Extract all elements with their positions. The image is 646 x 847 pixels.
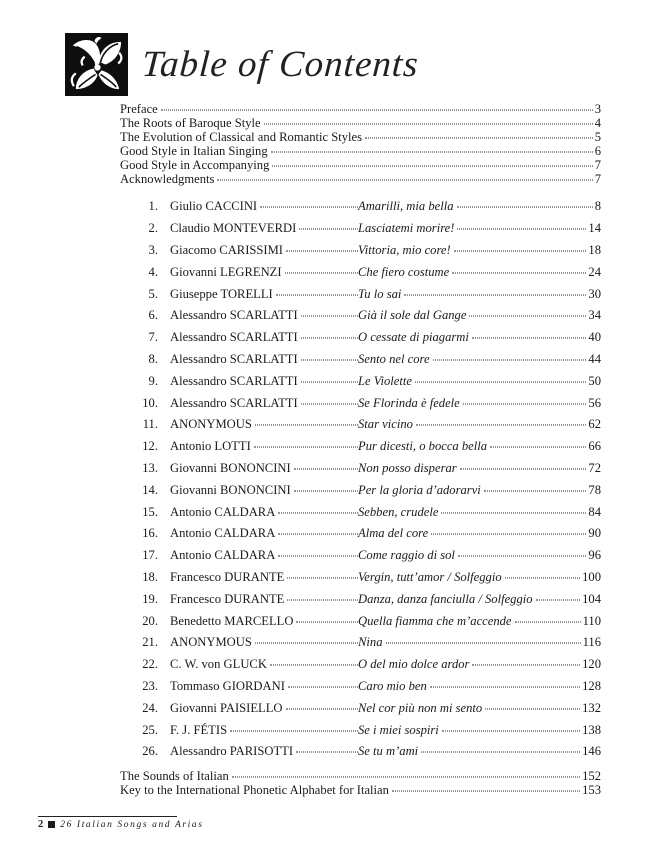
- page-footer: [38, 816, 204, 830]
- song-title: Che fiero costume: [358, 264, 450, 279]
- dot-leader: [490, 447, 586, 448]
- toc-content: [120, 103, 601, 798]
- composer-name: C. W. von GLUCK: [170, 657, 267, 672]
- entry-page-number: 14: [588, 221, 601, 236]
- dot-leader: [485, 708, 580, 709]
- entry-label: The Sounds of Italian: [120, 769, 229, 784]
- dot-leader: [270, 665, 358, 666]
- song-entry: [120, 635, 601, 657]
- composer-cell: [170, 308, 358, 323]
- composer-name: Francesco DURANTE: [170, 569, 285, 584]
- dot-leader: [296, 621, 358, 622]
- song-entry: [120, 570, 601, 592]
- front-matter-entry: [120, 145, 601, 159]
- composer-cell: [170, 221, 358, 236]
- entry-number: 23.: [142, 678, 158, 693]
- floral-ornament-icon: [65, 33, 128, 96]
- dot-leader: [299, 229, 358, 230]
- dot-leader: [287, 599, 358, 600]
- entry-page-number: 128: [582, 678, 601, 693]
- composer-name: F. J. FÉTIS: [170, 722, 228, 737]
- song-entry: [120, 483, 601, 505]
- song-title: Lasciatemi morire!: [358, 221, 455, 236]
- entry-page-number: 104: [582, 591, 601, 606]
- dot-leader: [294, 469, 358, 470]
- page-header: [65, 33, 419, 96]
- dot-leader: [278, 534, 358, 535]
- entry-page-number: 8: [594, 199, 601, 214]
- title-cell: [358, 570, 601, 585]
- entry-page-number: 30: [588, 286, 601, 301]
- composer-cell: [170, 352, 358, 367]
- composer-name: Antonio CALDARA: [170, 504, 276, 519]
- entry-number: 12.: [142, 439, 158, 454]
- back-matter-list: [120, 770, 601, 798]
- song-title: Vergin, tutt’amor / Solfeggio: [358, 569, 502, 584]
- song-title: Se Florinda è fedele: [358, 395, 460, 410]
- title-cell: [358, 199, 601, 214]
- composer-cell: [170, 243, 358, 258]
- composer-name: Giulio CACCINI: [170, 199, 258, 214]
- entry-number: 3.: [148, 243, 158, 258]
- dot-leader: [301, 316, 358, 317]
- song-title: Vittoria, mio core!: [358, 243, 451, 258]
- composer-name: ANONYMOUS: [170, 417, 252, 432]
- entry-number: 8.: [148, 352, 158, 367]
- song-title: Star vicino: [358, 417, 413, 432]
- entry-page-number: 7: [594, 171, 601, 186]
- title-cell: [358, 679, 601, 694]
- entry-page-number: 6: [594, 143, 601, 158]
- dot-leader: [484, 490, 587, 491]
- song-title: Sebben, crudele: [358, 504, 439, 519]
- entry-number: 16.: [142, 526, 158, 541]
- entry-label: Good Style in Italian Singing: [120, 143, 268, 158]
- song-title: Nel cor più non mi sento: [358, 700, 483, 715]
- title-cell: [358, 526, 601, 541]
- song-title: Nina: [358, 635, 383, 650]
- dot-leader: [536, 599, 581, 600]
- song-title: Come raggio di sol: [358, 548, 455, 563]
- dot-leader: [286, 251, 358, 252]
- entry-number: 21.: [142, 635, 158, 650]
- dot-leader: [288, 686, 358, 687]
- song-title: Già il sole dal Gange: [358, 308, 467, 323]
- composer-cell: [170, 592, 358, 607]
- composer-name: Alessandro SCARLATTI: [170, 330, 298, 345]
- composer-name: Giovanni LEGRENZI: [170, 264, 282, 279]
- song-entry: [120, 396, 601, 418]
- dot-leader: [441, 512, 586, 513]
- song-entry: [120, 287, 601, 309]
- composer-name: Antonio CALDARA: [170, 548, 276, 563]
- dot-leader: [301, 338, 358, 339]
- entry-page-number: 78: [588, 482, 601, 497]
- dot-leader: [457, 207, 593, 208]
- song-entry: [120, 526, 601, 548]
- title-cell: [358, 548, 601, 563]
- dot-leader: [505, 577, 580, 578]
- title-cell: [358, 505, 601, 520]
- composer-name: Alessandro SCARLATTI: [170, 395, 298, 410]
- song-title: Se i miei sospiri: [358, 722, 439, 737]
- front-matter-entry: [120, 103, 601, 117]
- entry-page-number: 3: [594, 102, 601, 116]
- entry-number: 4.: [148, 264, 158, 279]
- title-cell: [358, 483, 601, 498]
- entry-number: 15.: [142, 504, 158, 519]
- song-entry: [120, 701, 601, 723]
- entry-page-number: 120: [582, 657, 601, 672]
- composer-name: Antonio CALDARA: [170, 526, 276, 541]
- dot-leader: [272, 165, 592, 166]
- song-title: Le Violette: [358, 373, 412, 388]
- composer-cell: [170, 657, 358, 672]
- dot-leader: [460, 469, 587, 470]
- front-matter-list: [120, 103, 601, 186]
- title-cell: [358, 439, 601, 454]
- composer-cell: [170, 439, 358, 454]
- footer-book-title: 26 Italian Songs and Arias: [60, 819, 204, 830]
- composer-cell: [170, 526, 358, 541]
- title-cell: [358, 417, 601, 432]
- song-entry: [120, 417, 601, 439]
- dot-leader: [416, 425, 586, 426]
- song-title: Sento nel core: [358, 352, 430, 367]
- front-matter-entry: [120, 131, 601, 145]
- entry-page-number: 50: [588, 373, 601, 388]
- title-cell: [358, 374, 601, 389]
- dot-leader: [442, 730, 580, 731]
- dot-leader: [472, 665, 580, 666]
- composer-cell: [170, 374, 358, 389]
- entry-page-number: 146: [582, 744, 601, 759]
- entry-number: 5.: [148, 286, 158, 301]
- entry-label: Acknowledgments: [120, 171, 215, 186]
- entry-number: 6.: [148, 308, 158, 323]
- composer-cell: [170, 483, 358, 498]
- dot-leader: [365, 137, 593, 138]
- footer-page-number: 2: [38, 819, 44, 830]
- song-entry: [120, 308, 601, 330]
- song-entry: [120, 374, 601, 396]
- back-matter-entry: [120, 770, 601, 784]
- entry-number: 13.: [142, 461, 158, 475]
- dot-leader: [296, 752, 358, 753]
- entry-page-number: 7: [594, 157, 601, 172]
- composer-name: Tommaso GIORDANI: [170, 678, 285, 693]
- entry-number: 19.: [142, 591, 158, 606]
- composer-cell: [170, 396, 358, 411]
- composer-cell: [170, 614, 358, 629]
- song-entry: [120, 330, 601, 352]
- song-entry: [120, 265, 601, 287]
- dot-leader: [430, 686, 580, 687]
- dot-leader: [255, 643, 358, 644]
- entry-label: Preface: [120, 102, 158, 116]
- composer-cell: [170, 744, 358, 759]
- dot-leader: [254, 447, 358, 448]
- entry-page-number: 116: [582, 635, 601, 650]
- composer-name: Giacomo CARISSIMI: [170, 243, 283, 258]
- song-title: Amarilli, mia bella: [358, 199, 454, 214]
- entry-page-number: 153: [582, 783, 601, 798]
- entry-page-number: 138: [582, 722, 601, 737]
- dot-leader: [287, 577, 358, 578]
- composer-name: Giovanni BONONCINI: [170, 482, 291, 497]
- composer-cell: [170, 635, 358, 650]
- entry-label: Good Style in Accompanying: [120, 157, 270, 172]
- title-cell: [358, 744, 601, 759]
- entry-page-number: 62: [588, 417, 601, 432]
- dot-leader: [255, 425, 358, 426]
- title-cell: [358, 396, 601, 411]
- entry-label: The Roots of Baroque Style: [120, 115, 261, 130]
- dot-leader: [472, 338, 587, 339]
- composer-name: Antonio LOTTI: [170, 439, 251, 454]
- dot-leader: [294, 490, 358, 491]
- dot-leader: [260, 207, 358, 208]
- entry-page-number: 34: [588, 308, 601, 323]
- entry-number: 9.: [148, 373, 158, 388]
- composer-cell: [170, 548, 358, 563]
- title-cell: [358, 635, 601, 650]
- footer-text: [38, 819, 204, 830]
- entry-page-number: 84: [588, 504, 601, 519]
- entry-page-number: 72: [588, 461, 601, 475]
- composer-cell: [170, 417, 358, 432]
- title-cell: [358, 352, 601, 367]
- dot-leader: [386, 643, 581, 644]
- song-entry: [120, 614, 601, 636]
- dot-leader: [230, 730, 358, 731]
- dot-leader: [232, 777, 580, 778]
- entry-number: 10.: [142, 395, 158, 410]
- entry-number: 22.: [142, 657, 158, 672]
- title-cell: [358, 243, 601, 258]
- composer-cell: [170, 570, 358, 585]
- entry-page-number: 56: [588, 395, 601, 410]
- composer-cell: [170, 199, 358, 214]
- dot-leader: [452, 272, 586, 273]
- entry-page-number: 96: [588, 548, 601, 563]
- song-entry: [120, 679, 601, 701]
- entry-number: 2.: [148, 221, 158, 236]
- song-entry: [120, 243, 601, 265]
- song-entry: [120, 439, 601, 461]
- entry-number: 1.: [148, 199, 158, 214]
- entry-number: 25.: [142, 722, 158, 737]
- front-matter-entry: [120, 173, 601, 187]
- song-title: Se tu m’ami: [358, 744, 419, 759]
- song-title: O cessate di piagarmi: [358, 330, 469, 345]
- title-cell: [358, 221, 601, 236]
- entry-page-number: 100: [582, 569, 601, 584]
- composer-cell: [170, 461, 358, 476]
- title-cell: [358, 308, 601, 323]
- title-cell: [358, 614, 601, 629]
- dot-leader: [404, 294, 586, 295]
- dot-leader: [278, 556, 358, 557]
- square-bullet-icon: [48, 821, 55, 828]
- title-cell: [358, 592, 601, 607]
- title-cell: [358, 330, 601, 345]
- dot-leader: [301, 403, 358, 404]
- entry-number: 20.: [142, 613, 158, 628]
- song-title: Per la gloria d’adorarvi: [358, 482, 481, 497]
- dot-leader: [431, 534, 586, 535]
- song-title: Alma del core: [358, 526, 429, 541]
- entry-label: Key to the International Phonetic Alphabet for Italian: [120, 783, 389, 798]
- song-title: O del mio dolce ardor: [358, 657, 470, 672]
- dot-leader: [271, 151, 593, 152]
- composer-cell: [170, 265, 358, 280]
- entry-number: 11.: [142, 417, 158, 432]
- entry-page-number: 152: [582, 769, 601, 784]
- entry-page-number: 40: [588, 330, 601, 345]
- footer-rule: [38, 816, 177, 817]
- entry-page-number: 132: [582, 700, 601, 715]
- composer-name: Alessandro SCARLATTI: [170, 373, 298, 388]
- dot-leader: [469, 316, 586, 317]
- composer-cell: [170, 505, 358, 520]
- title-cell: [358, 657, 601, 672]
- dot-leader: [421, 752, 580, 753]
- entry-number: 24.: [142, 700, 158, 715]
- song-title: Danza, danza fanciulla / Solfeggio: [358, 591, 533, 606]
- entry-number: 14.: [142, 482, 158, 497]
- song-title: Pur dicesti, o bocca bella: [358, 439, 488, 454]
- entry-page-number: 110: [582, 613, 601, 628]
- song-entry: [120, 592, 601, 614]
- entry-label: The Evolution of Classical and Romantic Styles: [120, 129, 363, 144]
- composer-name: Giovanni PAISIELLO: [170, 700, 283, 715]
- dot-leader: [454, 251, 587, 252]
- composer-cell: [170, 287, 358, 302]
- dot-leader: [276, 294, 358, 295]
- dot-leader: [161, 110, 593, 111]
- title-cell: [358, 723, 601, 738]
- song-entry: [120, 657, 601, 679]
- back-matter-entry: [120, 784, 601, 798]
- entry-page-number: 90: [588, 526, 601, 541]
- composer-cell: [170, 679, 358, 694]
- entry-page-number: 24: [588, 264, 601, 279]
- composer-name: Claudio MONTEVERDI: [170, 221, 297, 236]
- entry-number: 18.: [142, 569, 158, 584]
- song-entry: [120, 352, 601, 374]
- song-entry: [120, 723, 601, 745]
- dot-leader: [286, 708, 358, 709]
- composer-name: Francesco DURANTE: [170, 591, 285, 606]
- page-title: Table of Contents: [140, 44, 421, 85]
- entry-page-number: 66: [588, 439, 601, 454]
- composer-name: Alessandro PARISOTTI: [170, 744, 294, 759]
- composer-name: Giuseppe TORELLI: [170, 286, 273, 301]
- title-cell: [358, 461, 601, 476]
- composer-cell: [170, 701, 358, 716]
- composer-name: Alessandro SCARLATTI: [170, 352, 298, 367]
- dot-leader: [278, 512, 358, 513]
- dot-leader: [433, 360, 587, 361]
- front-matter-entry: [120, 159, 601, 173]
- dot-leader: [392, 791, 580, 792]
- composer-name: ANONYMOUS: [170, 635, 252, 650]
- song-title: Caro mio ben: [358, 678, 427, 693]
- song-title: Quella fiamma che m’accende: [358, 613, 512, 628]
- composer-name: Alessandro SCARLATTI: [170, 308, 298, 323]
- dot-leader: [264, 123, 593, 124]
- composer-name: Giovanni BONONCINI: [170, 461, 291, 475]
- entry-page-number: 5: [594, 129, 601, 144]
- dot-leader: [285, 272, 358, 273]
- title-cell: [358, 265, 601, 280]
- song-entry: [120, 199, 601, 221]
- song-entry: [120, 548, 601, 570]
- dot-leader: [458, 556, 586, 557]
- dot-leader: [217, 179, 592, 180]
- front-matter-entry: [120, 117, 601, 131]
- entry-page-number: 18: [588, 243, 601, 258]
- composer-cell: [170, 723, 358, 738]
- song-entry: [120, 461, 601, 483]
- song-entry: [120, 505, 601, 527]
- dot-leader: [515, 621, 581, 622]
- dot-leader: [301, 360, 358, 361]
- dot-leader: [457, 229, 586, 230]
- composer-name: Benedetto MARCELLO: [170, 613, 294, 628]
- song-entry: [120, 744, 601, 766]
- song-entry: [120, 221, 601, 243]
- song-title: Non posso disperar: [358, 461, 457, 475]
- song-title: Tu lo sai: [358, 286, 402, 301]
- entry-number: 17.: [142, 548, 158, 563]
- dot-leader: [463, 403, 587, 404]
- entry-number: 26.: [142, 744, 158, 759]
- composer-cell: [170, 330, 358, 345]
- entry-number: 7.: [148, 330, 158, 345]
- title-cell: [358, 701, 601, 716]
- entry-page-number: 4: [594, 115, 601, 130]
- dot-leader: [301, 381, 358, 382]
- song-list: [120, 199, 601, 766]
- dot-leader: [415, 381, 586, 382]
- title-cell: [358, 287, 601, 302]
- entry-page-number: 44: [588, 352, 601, 367]
